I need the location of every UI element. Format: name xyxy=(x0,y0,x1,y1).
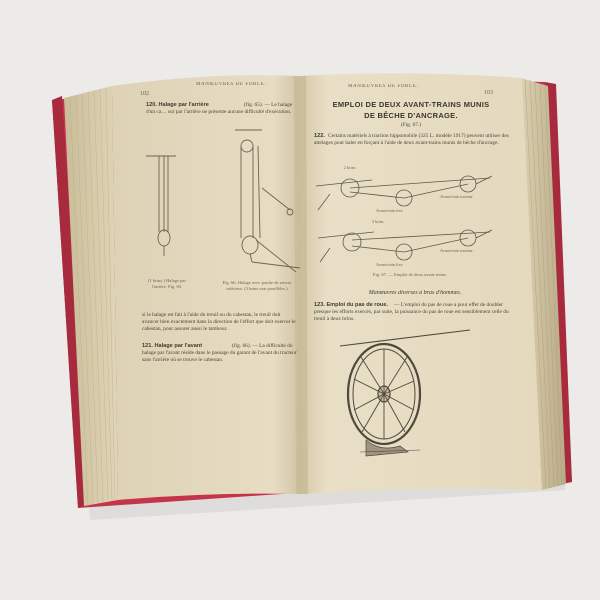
diagram-label-fixe-2: Avant-train fixe xyxy=(376,262,403,267)
para-121-text: (fig. 66). — La difficulté du halage par l'avant réside dans le passage du garant de l'avant du tracteur sans l'arrière où se trouve le cabestan. xyxy=(142,343,297,363)
fig-ref: (Fig. 67.) xyxy=(400,122,422,128)
fig-65-caption: (1 brins.) Halage par l'arrière. Fig. 65. xyxy=(147,278,186,289)
section-heading: Manœuvres diverses à bras d'hommes. xyxy=(368,290,462,296)
para-120-heading: 120. Halage par l'arrière xyxy=(146,102,209,108)
fig-67-caption: Fig. 67. — Emploi de deux avant-trains. xyxy=(372,272,448,277)
diagram-label-tracteur-2: Avant-train tracteur xyxy=(440,248,473,253)
para-121-heading: 121. Halage par l'avant xyxy=(142,343,203,349)
diagram-label-3-brins: 3 brins xyxy=(372,219,384,224)
para-120-text: (fig. 65). — Le halage d'un ca… sur par l'arrière ne présente aucune difficulté d'exécution. xyxy=(146,102,293,115)
para-122-heading: 122. xyxy=(314,133,325,139)
fig-66-caption: Fig. 66. Halage avec poulie de renvoi inférieur. (3 brins non parallèles.) xyxy=(222,280,292,291)
diagram-label-fixe-1: Avant-train fixe xyxy=(376,208,403,213)
right-running-head: MANŒUVRES DE FORCE. xyxy=(348,84,419,89)
para-122-text: Certains matériels à traction hippomobile (325 L. modèle 1917) peuvent utiliser des attelages pour haler en forçant à l'aide de deux avant-trains munis de bêche d'ancrage. xyxy=(314,133,509,146)
diagram-label-tracteur-1: Avant-train tracteur xyxy=(440,194,473,199)
para-123-text: — L'emploi du pas de roue a pour effet de doubler presque les efforts exercés, par suite, la puissance du pas de roue est sensiblement celle du treuil à deux brins. xyxy=(314,302,509,322)
left-page-number: 102 xyxy=(140,91,149,97)
right-page-number: 103 xyxy=(484,90,493,96)
section-title-line2: DE BÊCHE D'ANCRAGE. xyxy=(364,111,458,120)
diagram-label-2-brins: 2 brins xyxy=(344,165,356,170)
section-title-line1: EMPLOI DE DEUX AVANT-TRAINS MUNIS xyxy=(332,100,490,109)
gutter xyxy=(294,76,308,494)
para-tail-text: si le halage est fait à l'aide du treuil ou du cabestan, le treuil doit avancer bien exactement dans la direction de l'effort que doit exercer le cabestan, pour assurer aussi le tambour. xyxy=(142,312,296,332)
left-running-head: MANŒUVRES DE FORCE. xyxy=(196,82,267,87)
para-123-heading: 123. Emploi du pas de roue. xyxy=(314,302,388,308)
